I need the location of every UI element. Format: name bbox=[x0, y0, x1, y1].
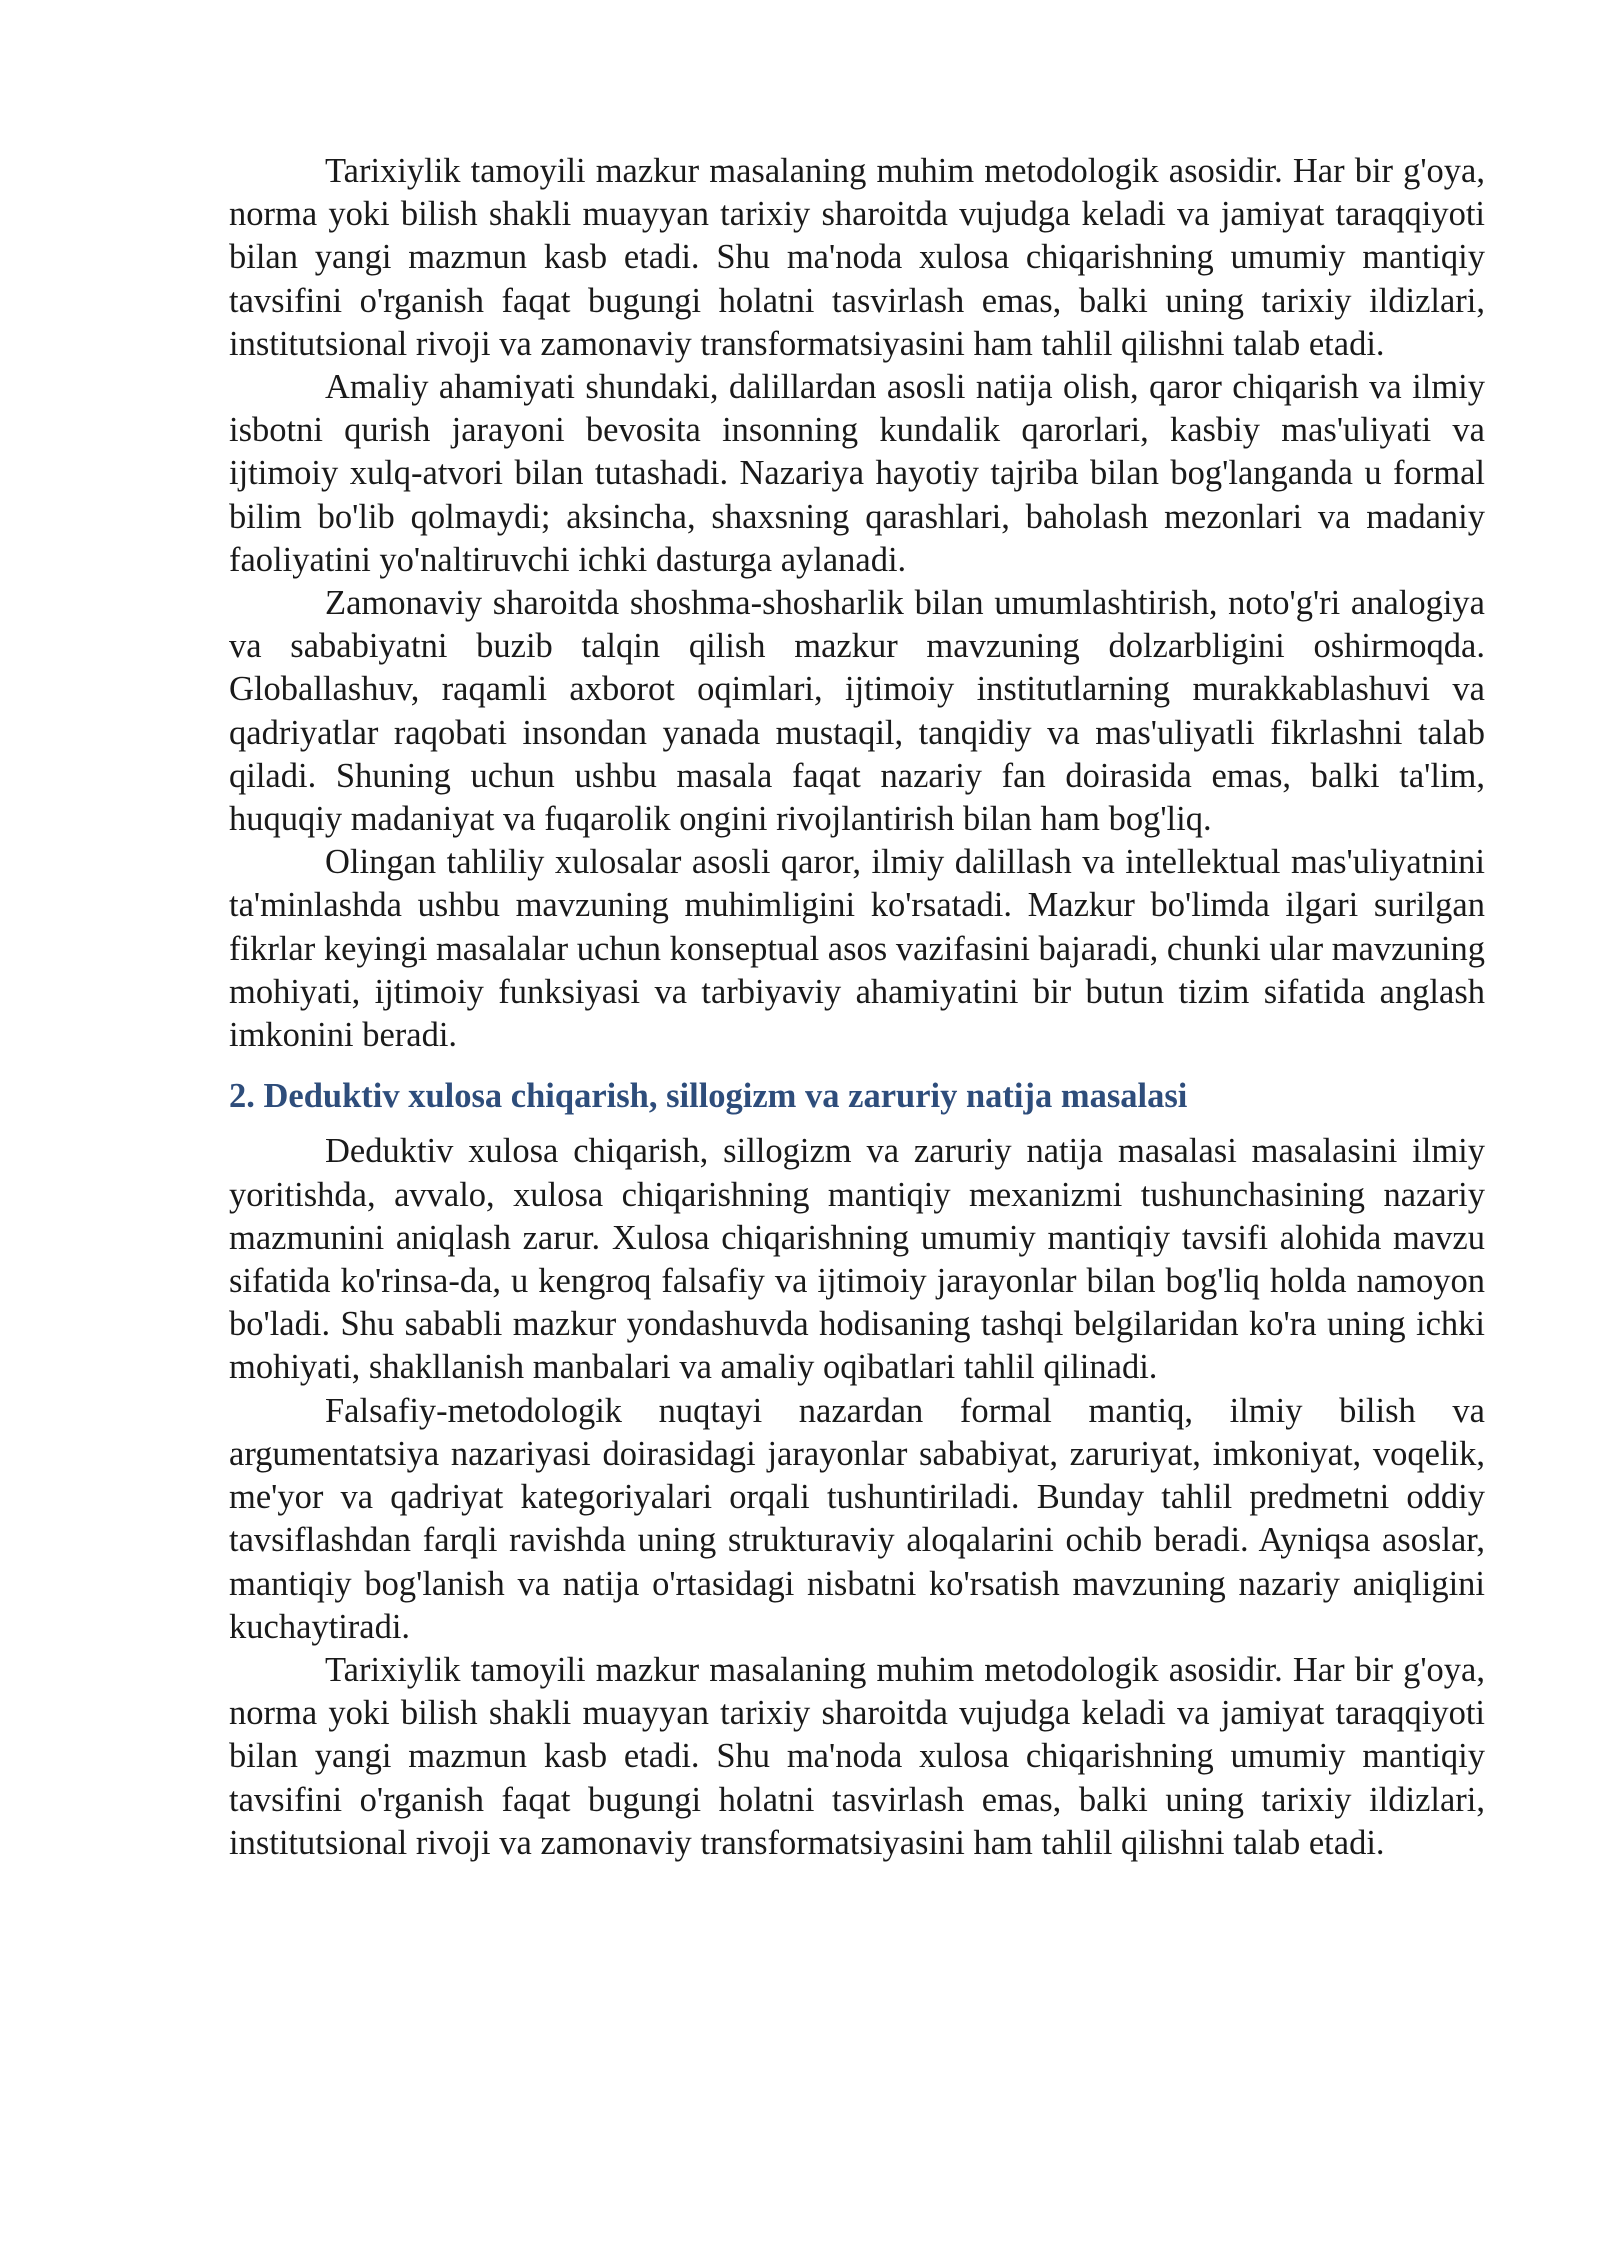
paragraph: Falsafiy-metodologik nuqtayi nazardan formal mantiq, ilmiy bilish va argumentatsiya nazariyasi doirasidagi jarayonlar sababiyat, zaruriyat, imkoniyat, voqelik, me'yor va qadriyat kategoriyalari orqali tushuntiriladi. Bunday tahlil predmetni oddiy tavsiflashdan farqli ravishda uning strukturaviy aloqalarini ochib beradi. Ayniqsa asoslar, mantiqiy bog'lanish va natija o'rtasidagi nisbatni ko'rsatish mavzuning nazariy aniqligini kuchaytiradi. bbox=[229, 1391, 1485, 1646]
paragraph: Deduktiv xulosa chiqarish, sillogizm va zaruriy natija masalasi masalasini ilmiy yoritishda, avvalo, xulosa chiqarishning mantiqiy mexanizmi tushunchasining nazariy mazmunini aniqlash zarur. Xulosa chiqarishning umumiy mantiqiy tavsifi alohida mavzu sifatida ko'rinsa-da, u kengroq falsafiy va ijtimoiy jarayonlar bilan bog'liq holda namoyon bo'ladi. Shu sababli mazkur yondashuvda hodisaning tashqi belgilaridan ko'ra uning ichki mohiyati, shakllanish manbalari va amaliy oqibatlari tahlil qilinadi. bbox=[229, 1132, 1485, 1387]
section-heading: 2. Deduktiv xulosa chiqarish, sillogizm va zaruriy natija masalasi bbox=[229, 1077, 1188, 1116]
paragraph: Tarixiylik tamoyili mazkur masalaning muhim metodologik asosidir. Har bir g'oya, norma yoki bilish shakli muayyan tarixiy sharoitda vujudga keladi va jamiyat taraqqiyoti bilan yangi mazmun kasb etadi. Shu ma'noda xulosa chiqarishning umumiy mantiqiy tavsifini o'rganish faqat bugungi holatni tasvirlash emas, balki uning tarixiy ildizlari, institutsional rivoji va zamonaviy transformatsiyasini ham tahlil qilishni talab etadi. bbox=[229, 152, 1485, 363]
paragraph: Zamonaviy sharoitda shoshma-shosharlik bilan umumlashtirish, noto'g'ri analogiya va sababiyatni buzib talqin qilish mazkur mavzuning dolzarbligini oshirmoqda. Globallashuv, raqamli axborot oqimlari, ijtimoiy institutlarning murakkablashuvi va qadriyatlar raqobati insondan yanada mustaqil, tanqidiy va mas'uliyatli fikrlashni talab qiladi. Shuning uchun ushbu masala faqat nazariy fan doirasida emas, balki ta'lim, huquqiy madaniyat va fuqarolik ongini rivojlantirish bilan ham bog'liq. bbox=[229, 584, 1485, 839]
paragraph: Amaliy ahamiyati shundaki, dalillardan asosli natija olish, qaror chiqarish va ilmiy isbotni qurish jarayoni bevosita insonning kundalik qarorlari, kasbiy mas'uliyati va ijtimoiy xulq-atvori bilan tutashadi. Nazariya hayotiy tajriba bilan bog'langanda u formal bilim bo'lib qolmaydi; aksincha, shaxsning qarashlari, baholash mezonlari va madaniy faoliyatini yo'naltiruvchi ichki dasturga aylanadi. bbox=[229, 368, 1485, 579]
document-page bbox=[229, 150, 1485, 1865]
paragraph: Olingan tahliliy xulosalar asosli qaror, ilmiy dalillash va intellektual mas'uliyatnini ta'minlashda ushbu mavzuning muhimligini ko'rsatadi. Mazkur bo'limda ilgari surilgan fikrlar keyingi masalalar uchun konseptual asos vazifasini bajaradi, chunki ular mavzuning mohiyati, ijtimoiy funksiyasi va tarbiyaviy ahamiyatini bir butun tizim sifatida anglash imkonini beradi. bbox=[229, 843, 1485, 1055]
paragraph: Tarixiylik tamoyili mazkur masalaning muhim metodologik asosidir. Har bir g'oya, norma yoki bilish shakli muayyan tarixiy sharoitda vujudga keladi va jamiyat taraqqiyoti bilan yangi mazmun kasb etadi. Shu ma'noda xulosa chiqarishning umumiy mantiqiy tavsifini o'rganish faqat bugungi holatni tasvirlash emas, balki uning tarixiy ildizlari, institutsional rivoji va zamonaviy transformatsiyasini ham tahlil qilishni talab etadi. bbox=[229, 1650, 1485, 1862]
